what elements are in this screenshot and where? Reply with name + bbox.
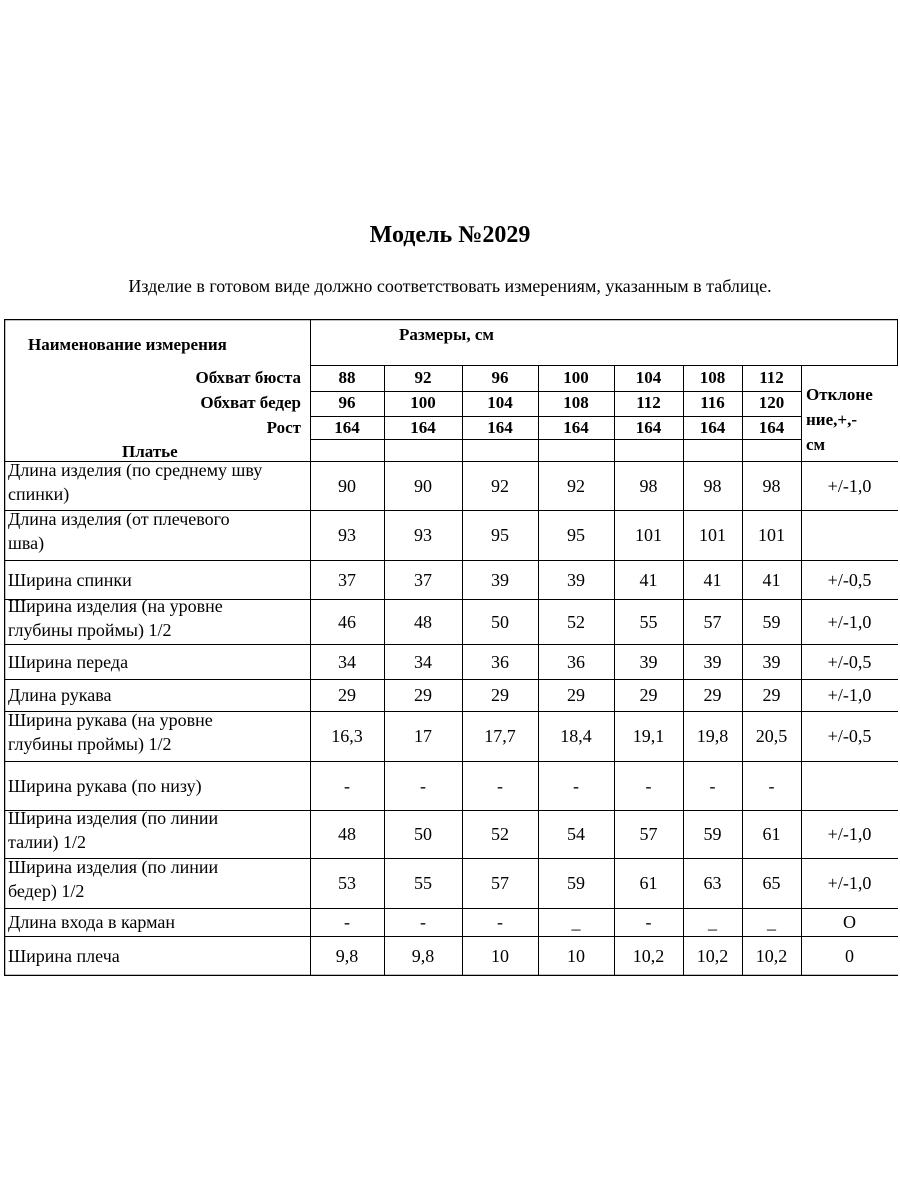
size-value: 59 [762, 612, 781, 632]
param-value: 112 [759, 368, 784, 387]
size-value: 101 [699, 525, 726, 545]
measurement-name: спинки) [8, 484, 70, 504]
size-value: 101 [635, 525, 662, 545]
measurement-name: Ширина переда [8, 652, 129, 672]
size-value: - [645, 776, 652, 796]
size-value: 52 [567, 612, 585, 632]
measurement-name: Ширина изделия (по линии [8, 857, 219, 877]
size-value: 61 [762, 824, 781, 844]
size-value: 95 [491, 525, 509, 545]
size-value: 37 [338, 570, 356, 590]
size-value: 48 [414, 612, 432, 632]
param-value: 164 [410, 418, 436, 437]
param-value: 104 [487, 393, 513, 412]
param-value: 164 [334, 418, 360, 437]
size-value: 98 [762, 476, 781, 496]
size-value: 10 [567, 946, 585, 966]
size-value: 53 [338, 873, 356, 893]
size-value: _ [571, 912, 581, 932]
measurement-name: Длина изделия (от плечевого [8, 509, 230, 529]
size-value: 19,8 [696, 726, 729, 746]
param-value: 108 [699, 368, 726, 387]
param-label: Обхват бюста [195, 368, 301, 387]
size-value: 16,3 [331, 726, 363, 746]
param-value: 164 [635, 418, 662, 437]
size-value: 50 [414, 824, 432, 844]
size-value: 37 [414, 570, 432, 590]
size-value: - [497, 776, 503, 796]
size-value: 48 [338, 824, 356, 844]
measurement-name: Ширина изделия (по линии [8, 808, 219, 828]
tolerance-value: +/-0,5 [827, 570, 872, 590]
param-value: 104 [635, 368, 662, 387]
size-value: _ [708, 912, 717, 932]
param-value: 164 [758, 418, 785, 437]
tolerance-value: +/-1,0 [827, 873, 872, 893]
param-value: 164 [699, 418, 726, 437]
size-value: - [344, 912, 350, 932]
param-value: 120 [758, 393, 785, 412]
size-value: 20,5 [755, 726, 788, 746]
size-value: 41 [762, 570, 781, 590]
size-value: 92 [491, 476, 509, 496]
size-value: 19,1 [632, 726, 665, 746]
measurement-name: Ширина плеча [8, 946, 120, 966]
size-value: 46 [338, 612, 356, 632]
param-value: 96 [338, 393, 356, 412]
size-value: 29 [567, 685, 585, 705]
param-value: 88 [338, 368, 356, 387]
tolerance-value: О [843, 912, 856, 932]
deviation-header: ние,+,- [806, 410, 857, 429]
size-value: - [573, 776, 579, 796]
param-value: 96 [491, 368, 509, 387]
size-value: 39 [491, 570, 509, 590]
param-label: Рост [266, 418, 301, 437]
size-value: 93 [414, 525, 432, 545]
deviation-header: Отклоне [806, 385, 873, 404]
size-value: 101 [758, 525, 785, 545]
page-title: Модель №2029 [369, 222, 531, 248]
size-value: - [420, 776, 426, 796]
size-value: 39 [762, 652, 781, 672]
measurement-name: талии) 1/2 [8, 832, 86, 852]
size-value: _ [767, 912, 776, 932]
measurement-name: Ширина рукава (на уровне [8, 710, 213, 730]
garment-label: Платье [122, 442, 178, 461]
size-value: 41 [703, 570, 722, 590]
param-value: 112 [636, 393, 661, 412]
measurement-name: Ширина спинки [8, 570, 132, 590]
size-value: 57 [491, 873, 509, 893]
size-value: 10,2 [755, 946, 788, 966]
sizes-header: Размеры, см [399, 325, 494, 344]
measurement-name: Ширина рукава (по низу) [8, 776, 202, 796]
size-value: 29 [762, 685, 781, 705]
size-value: 17 [414, 726, 432, 746]
tolerance-value: +/-0,5 [827, 652, 872, 672]
deviation-header: см [806, 435, 826, 454]
size-value: 34 [338, 652, 356, 672]
size-value: 52 [491, 824, 509, 844]
size-value: 39 [639, 652, 658, 672]
size-value: 90 [338, 476, 356, 496]
size-value: - [420, 912, 426, 932]
size-table [4, 319, 898, 976]
param-value: 108 [563, 393, 589, 412]
param-value: 100 [563, 368, 589, 387]
size-value: 98 [639, 476, 658, 496]
size-value: - [497, 912, 503, 932]
size-value: 29 [338, 685, 356, 705]
size-value: 29 [639, 685, 658, 705]
size-value: 41 [639, 570, 658, 590]
size-value: 34 [414, 652, 432, 672]
param-value: 164 [487, 418, 513, 437]
size-value: 36 [491, 652, 509, 672]
param-value: 164 [563, 418, 589, 437]
param-value: 100 [410, 393, 436, 412]
size-value: 93 [338, 525, 356, 545]
size-value: 18,4 [560, 726, 592, 746]
tolerance-value: +/-0,5 [827, 726, 872, 746]
size-value: 10,2 [696, 946, 729, 966]
tolerance-value: +/-1,0 [827, 685, 872, 705]
size-value: 92 [567, 476, 585, 496]
size-value: 17,7 [484, 726, 516, 746]
param-label: Обхват бедер [200, 393, 301, 412]
size-value: 59 [567, 873, 585, 893]
measurement-name: глубины проймы) 1/2 [8, 734, 172, 754]
size-value: 9,8 [335, 946, 359, 966]
size-value: 90 [414, 476, 432, 496]
size-value: 57 [639, 824, 658, 844]
param-value: 116 [700, 393, 725, 412]
tolerance-value: +/-1,0 [827, 476, 872, 496]
size-value: 57 [703, 612, 722, 632]
size-value: 61 [639, 873, 658, 893]
measurement-name: Ширина изделия (на уровне [8, 596, 223, 616]
size-value: 50 [491, 612, 509, 632]
size-value: 55 [414, 873, 432, 893]
measurement-name: шва) [8, 533, 45, 553]
size-value: 10,2 [632, 946, 665, 966]
size-value: 29 [491, 685, 509, 705]
size-value: 29 [703, 685, 722, 705]
size-value: 10 [491, 946, 509, 966]
size-value: - [768, 776, 775, 796]
param-value: 92 [414, 368, 432, 387]
size-value: - [645, 912, 652, 932]
measurement-name-header: Наименование измерения [28, 335, 227, 354]
size-value: 9,8 [411, 946, 435, 966]
tolerance-value: +/-1,0 [827, 612, 872, 632]
page-subtitle: Изделие в готовом виде должно соответствовать измерениям, указанным в таблице. [128, 276, 772, 296]
size-value: 98 [703, 476, 722, 496]
measurement-name: Длина изделия (по среднему шву [8, 460, 263, 480]
size-value: 36 [567, 652, 585, 672]
measurement-name: Длина рукава [8, 685, 112, 705]
measurement-name: Длина входа в карман [8, 912, 176, 932]
tolerance-value: +/-1,0 [827, 824, 872, 844]
size-value: 39 [567, 570, 585, 590]
size-value: 63 [703, 873, 722, 893]
size-value: 59 [703, 824, 722, 844]
size-value: 54 [567, 824, 585, 844]
size-value: - [344, 776, 350, 796]
size-value: 29 [414, 685, 432, 705]
size-value: 55 [639, 612, 658, 632]
measurement-name: бедер) 1/2 [8, 881, 85, 901]
size-value: 39 [703, 652, 722, 672]
measurement-name: глубины проймы) 1/2 [8, 620, 172, 640]
size-value: 95 [567, 525, 585, 545]
size-value: 65 [762, 873, 781, 893]
size-value: - [709, 776, 716, 796]
tolerance-value: 0 [845, 946, 854, 966]
